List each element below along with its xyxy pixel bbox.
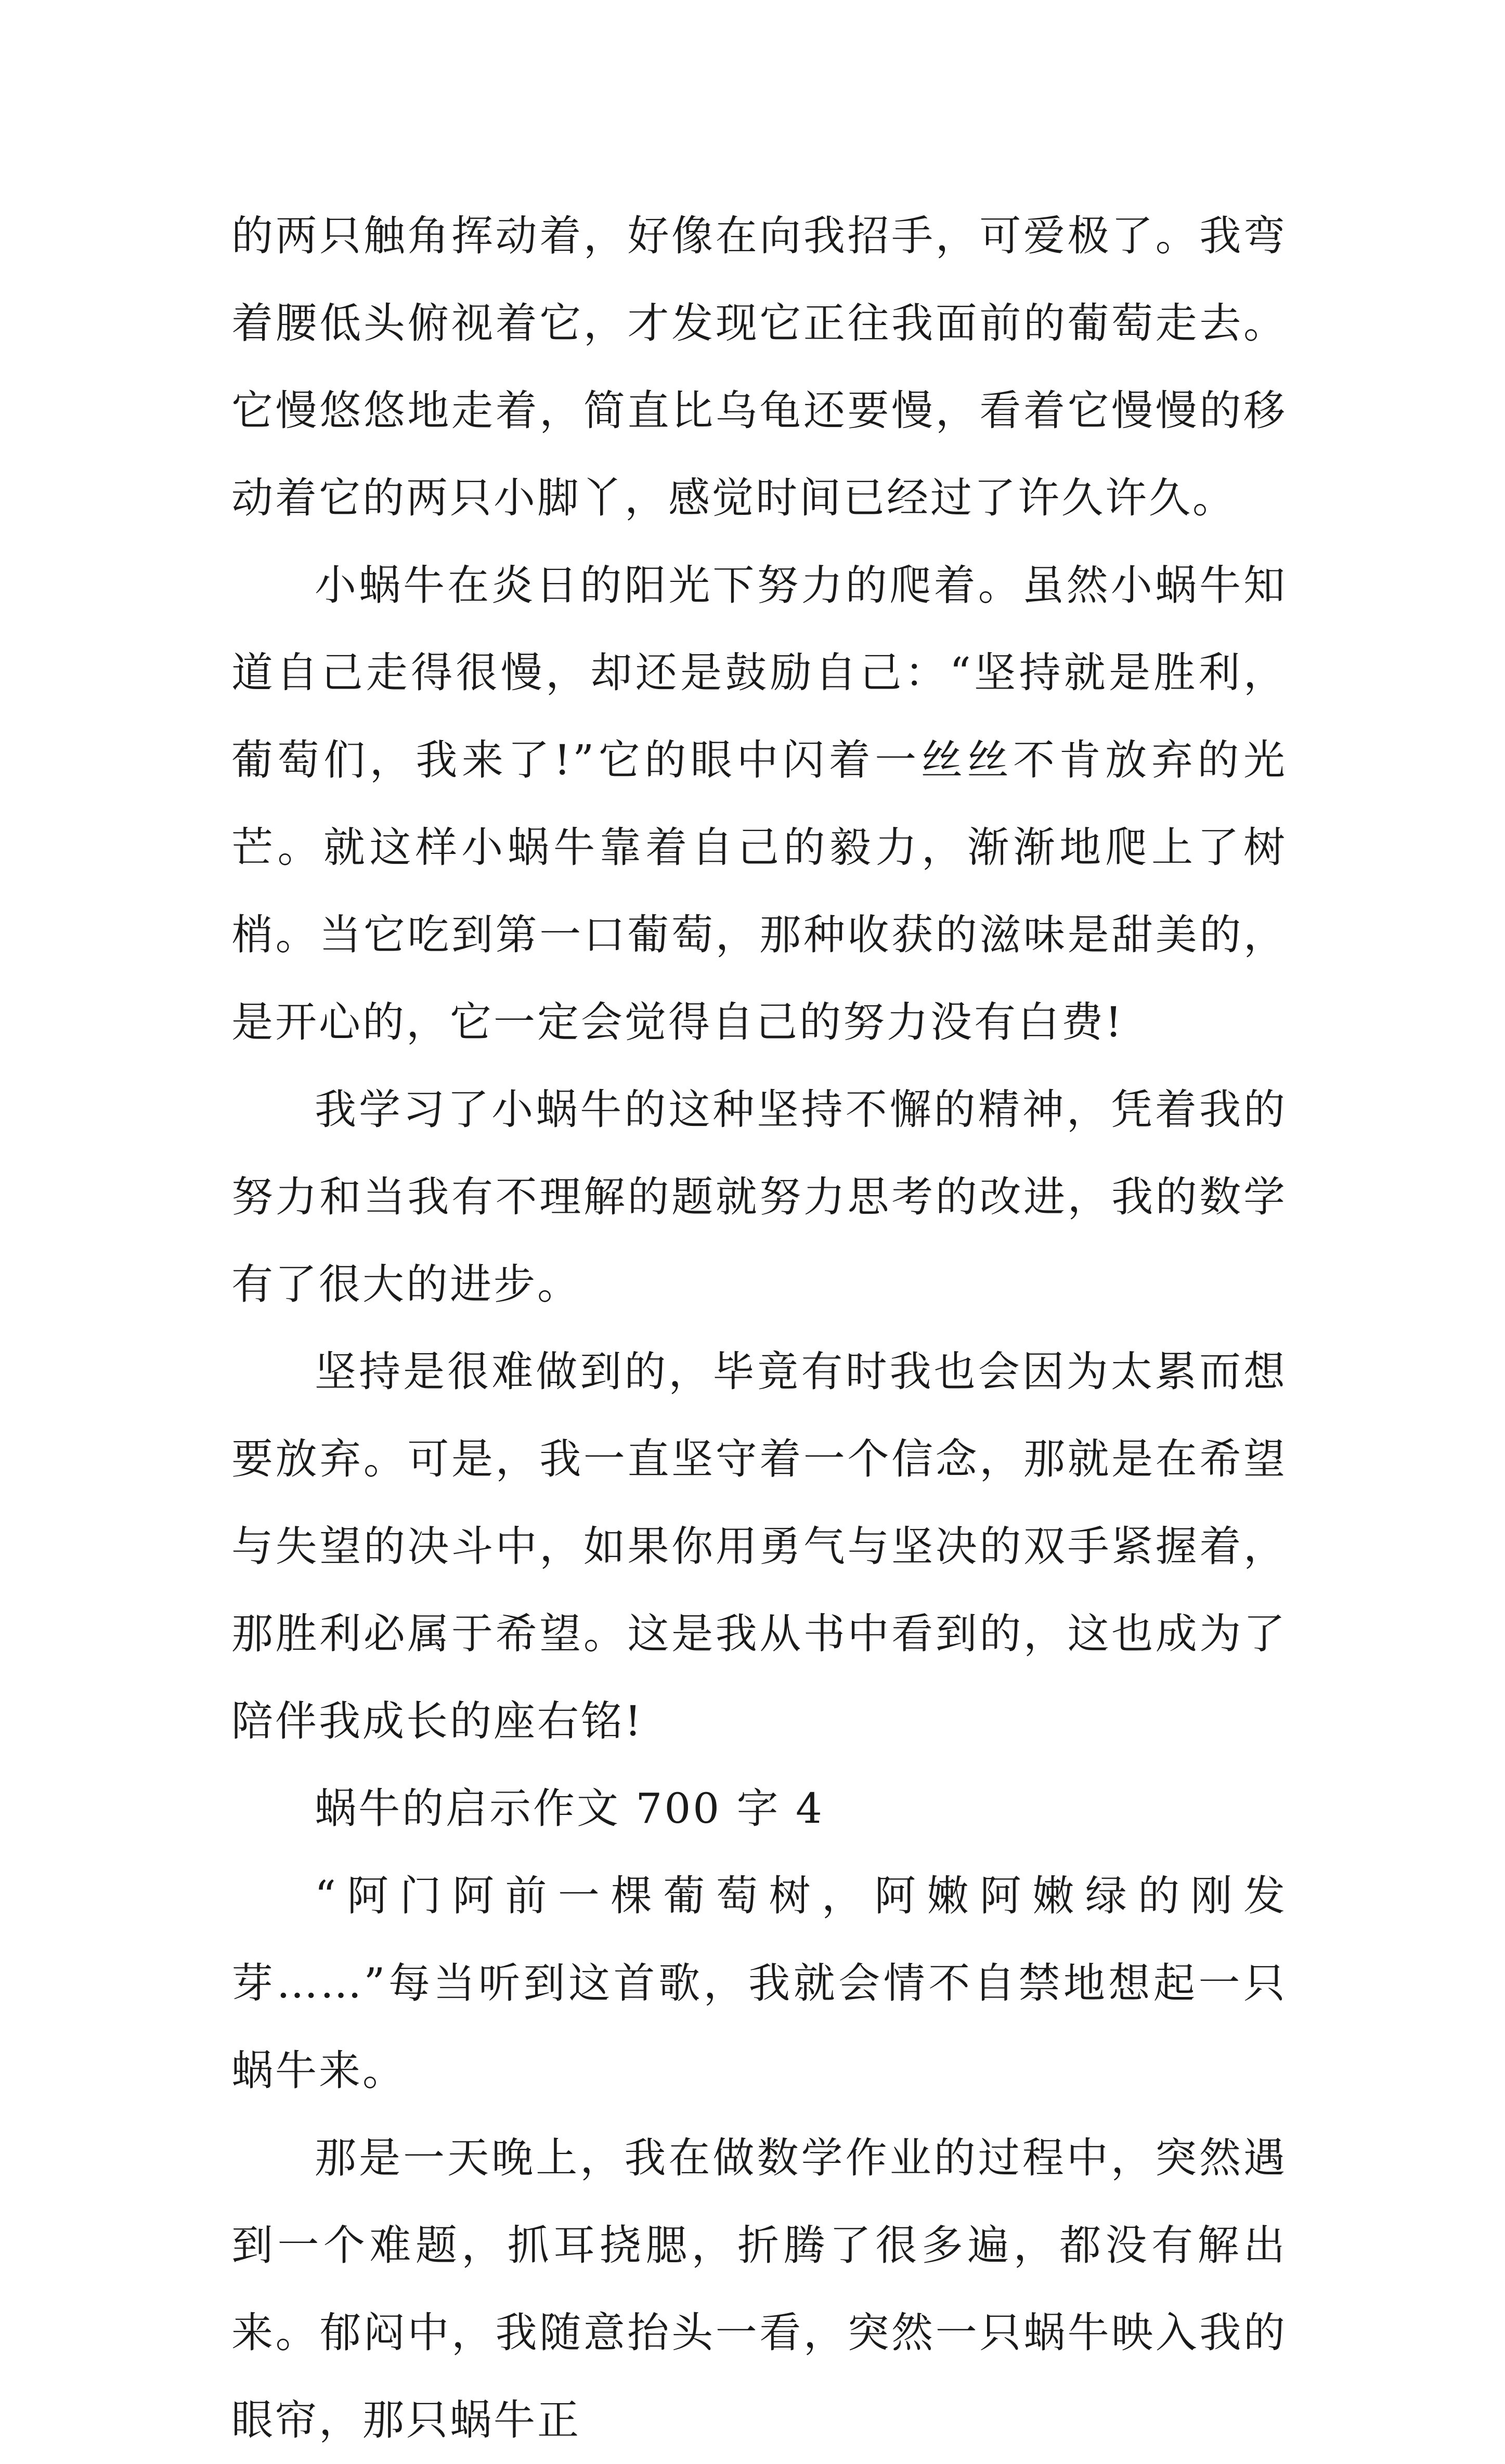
paragraph-5: “阿门阿前一棵葡萄树，阿嫩阿嫩绿的刚发芽……”每当听到这首歌，我就会情不自禁地想起一只蜗牛来。: [231, 1872, 1287, 2095]
paragraph-4: 坚持是很难做到的，毕竟有时我也会因为太累而想要放弃。可是，我一直坚守着一个信念，那就是在希望与失望的决斗中，如果你用勇气与坚决的双手紧握着，那胜利必属于希望。这是我从书中看到的，这也成为了陪伴我成长的座右铭!: [231, 1347, 1287, 1745]
paragraph-3: 我学习了小蜗牛的这种坚持不懈的精神，凭着我的努力和当我有不理解的题就努力思考的改进，我的数学有了很大的进步。: [231, 1085, 1287, 1308]
paragraph-6: 那是一天晚上，我在做数学作业的过程中，突然遇到一个难题，抓耳挠腮，折腾了很多遍，都没有解出来。郁闷中，我随意抬头一看，突然一只蜗牛映入我的眼帘，那只蜗牛正: [231, 2134, 1287, 2444]
document-body: [231, 192, 1287, 2464]
paragraph-1: 的两只触角挥动着，好像在向我招手，可爱极了。我弯着腰低头俯视着它，才发现它正往我面前的葡萄走去。它慢悠悠地走着，简直比乌龟还要慢，看着它慢慢的移动着它的两只小脚丫，感觉时间已经过了许久许久。: [231, 212, 1287, 522]
section-title: 蜗牛的启示作文 700 字 4: [315, 1784, 824, 1833]
paragraph-2: 小蜗牛在炎日的阳光下努力的爬着。虽然小蜗牛知道自己走得很慢，却还是鼓励自己：“坚持就是胜利，葡萄们，我来了!”它的眼中闪着一丝丝不肯放弃的光芒。就这样小蜗牛靠着自己的毅力，渐渐地爬上了树梢。当它吃到第一口葡萄，那种收获的滋味是甜美的，是开心的，它一定会觉得自己的努力没有白费!: [231, 561, 1287, 1046]
